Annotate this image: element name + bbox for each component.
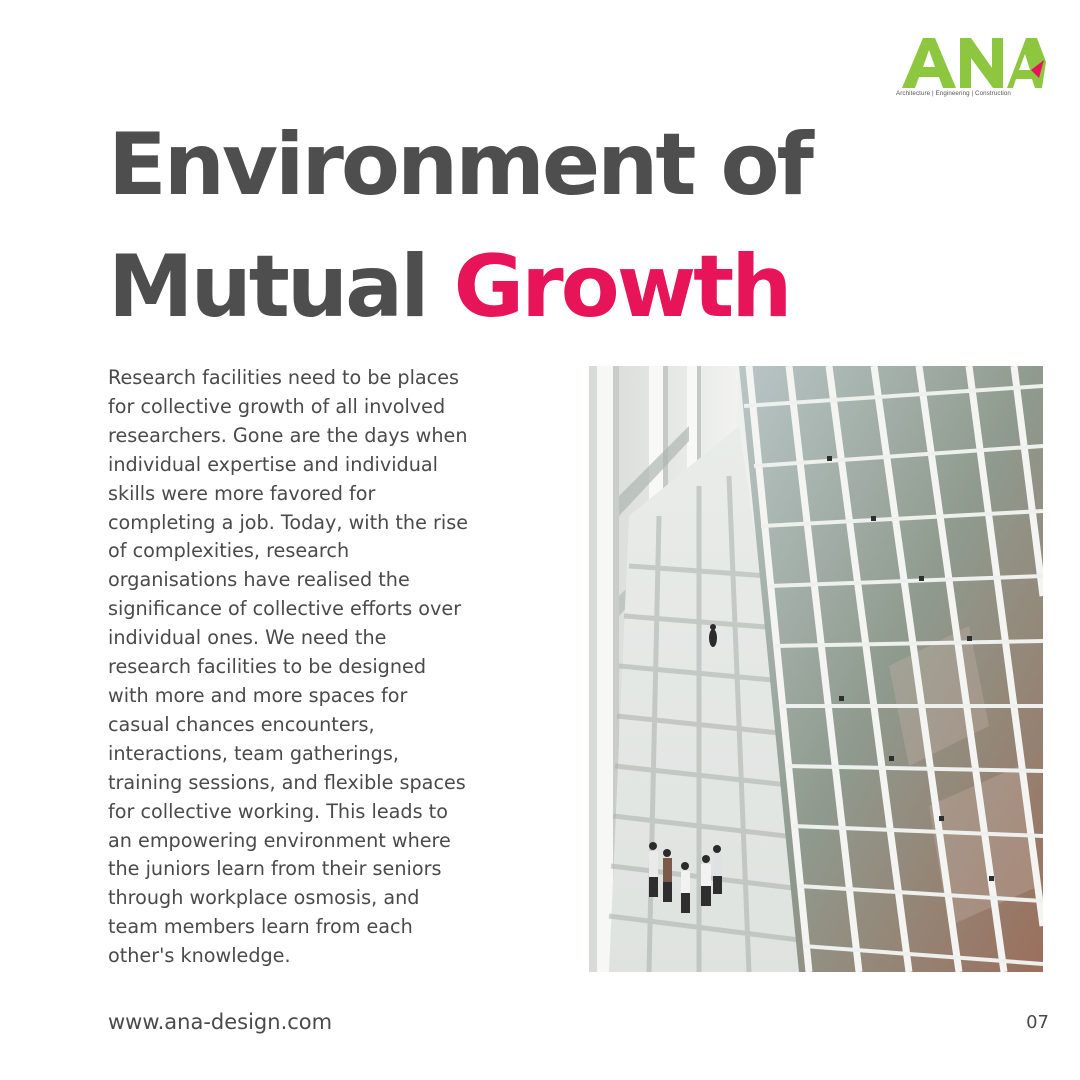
body-line: the juniors learn from their seniors — [108, 857, 442, 881]
body-line: interactions, team gatherings, — [108, 741, 399, 765]
body-line: of complexities, research — [108, 539, 350, 563]
body-line: other's knowledge. — [108, 944, 291, 968]
body-line: team members learn from each — [108, 915, 413, 939]
body-line: individual expertise and individual — [108, 452, 438, 476]
ana-logo-icon — [896, 34, 1046, 90]
body-line: organisations have realised the — [108, 568, 410, 592]
body-line: Research facilities need to be places — [108, 366, 460, 389]
page-number: 07 — [1026, 1012, 1049, 1033]
atrium-photo — [589, 366, 1043, 972]
atrium-image — [589, 366, 1043, 972]
body-line: training sessions, and flexible spaces — [108, 770, 466, 794]
company-logo — [896, 34, 1046, 106]
logo-tagline: Architecture | Engineering | Construction — [896, 90, 1011, 97]
body-line: completing a job. Today, with the rise — [108, 510, 468, 534]
body-line: research facilities to be designed — [108, 655, 426, 679]
body-line: significance of collective efforts over — [108, 597, 462, 621]
body-line: casual chances encounters, — [108, 712, 375, 736]
title-line-2-accent: Growth — [453, 237, 790, 337]
body-line: with more and more spaces for — [108, 683, 408, 707]
website-link[interactable]: www.ana-design.com — [108, 1010, 333, 1034]
body-line: an empowering environment where — [108, 828, 451, 852]
body-line: individual ones. We need the — [108, 626, 387, 650]
body-paragraph — [108, 364, 528, 971]
body-line: skills were more favored for — [108, 481, 376, 505]
body-line: for collective growth of all involved — [108, 394, 446, 418]
page-title — [108, 104, 811, 348]
title-line-1: Environment of — [108, 115, 811, 215]
body-line: for collective working. This leads to — [108, 799, 448, 823]
title-line-2-plain: Mutual — [108, 237, 427, 337]
body-line: through workplace osmosis, and — [108, 886, 420, 910]
body-line: researchers. Gone are the days when — [108, 423, 468, 447]
